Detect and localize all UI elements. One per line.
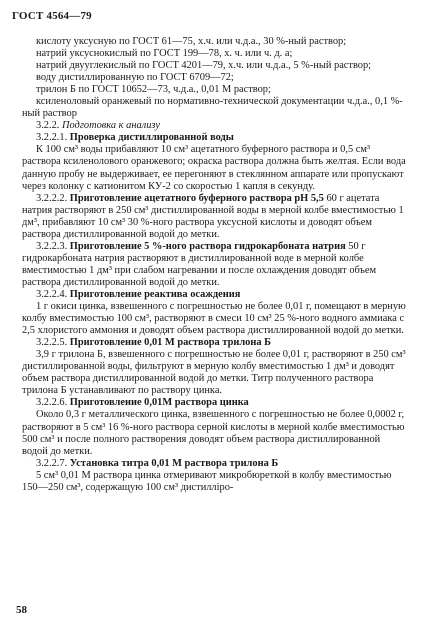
reagent-item: натрий двууглекислый по ГОСТ 4201—79, х.ч. или ч.д.а., 5 %-ный раствор; [36,60,372,72]
reagent-item: натрий уксуснокислый по ГОСТ 199—78, х. ч. или ч. д. а; [36,48,293,60]
section-text [22,241,406,289]
section-text: 5 см³ 0,01 М раствора цинка отмеривают микробюреткой в колбу вместимостью 150—250 см³, содержащую 100 см³ дистилліро- [22,469,392,493]
section-title: Приготовление 5 %-ного раствора гидрокарбоната натрия [69,240,346,252]
section-heading [22,289,406,301]
section-number: 3.2.2.4. [36,288,68,300]
section-number: 3.2.2.6. [36,397,68,409]
section-title: Приготовление ацетатного буферного раствора рН 5,5 [69,192,324,204]
section-text: Около 0,3 г металлического цинка, взвешенного с погрешностью не более 0,0002 г, растворяют в 5 см³ 16 %-ного раствора серной кислоты в мерной колбе вместимостью 500 см³ и после полного растворения доводят объем раствора дистиллированной водой до метки. [22,409,405,457]
section-number: 3.2.2.5. [36,337,68,349]
section-text: 1 г окиси цинка, взвешенного с погрешностью не более 0,01 г, помещают в мерную колбу вместимостью 100 см³, растворяют в смеси 10 см³ 25 %-ного водного аммиака с 2,5 хлористого аммония и доводят объем раствора дистиллированной водой до метки. [22,301,406,337]
section-heading [22,458,406,470]
section-text: К 100 см³ воды прибавляют 10 см³ ацетатного буферного раствора и 0,5 см³ раствора ксиленолового оранжевого; окраска раствора должна быть желтая. Если вода данную пробу не выдерживает, ее перегоняют в стеклянном аппарате или пропускают через колонку с катионитом КУ-2 со скоростью 1 капля в секунду. [22,144,406,192]
standard-header: ГОСТ 4564—79 [12,10,92,22]
section-number: 3.2.2.1. [36,132,68,144]
section-body: 50 г гидрокарбоната натрия растворяют в дистиллированной воде в мерной колбе вместимостью 1 дм³ при слабом нагревании и после охлаждения доводят объем раствора дистиллированной водой до метки. [22,240,377,288]
section-number: 3.2.2.2. [36,192,68,204]
section-heading [22,397,406,409]
section-number: 3.2.2.7. [36,457,68,469]
section-text: 3,9 г трилона Б, взвешенного с погрешностью не более 0,01 г, растворяют в 250 см³ дистиллированной воды, фильтруют в мерную колбу вместимостью 1 дм³ и доводят объем раствора дистиллированной водой до метки. Титр полученного раствора трилона Б устанавливают по раствору цинка. [22,349,406,397]
reagent-item: ксиленоловый оранжевый по нормативно-технической документации ч.д.а., 0,1 %-ный раствор [22,96,403,120]
reagent-item: трилон Б по ГОСТ 10652—73, ч.д.а., 0,01 М раствор; [36,84,271,96]
section-title: Подготовка к анализу [62,120,160,132]
section-title: Приготовление 0,01 М раствора трилона Б [69,337,272,349]
section-title: Приготовление 0,01М раствора цинка [69,397,249,409]
page-number: 58 [16,604,27,616]
reagent-item: воду дистиллированную по ГОСТ 6709—72; [36,72,234,84]
document-body [22,36,406,494]
section-title: Проверка дистиллированной воды [69,132,234,144]
section-body: 60 г ацетата натрия растворяют в 250 см³ дистиллированной воды в мерной колбе вместимостью 1 дм³, прибавляют 10 см³ 30 %-ного раствора уксусной кислоты и доводят объем раствора дистиллированной водой до метки. [22,192,404,240]
section-title: Приготовление реактива осаждения [69,288,241,300]
section-number: 3.2.2. [36,120,60,132]
section-text [22,193,406,241]
section-number: 3.2.2.3. [36,240,68,252]
section-title: Установка титра 0,01 М раствора трилона Б [69,457,279,469]
reagent-item: кислоту уксусную по ГОСТ 61—75, х.ч. или ч.д.а., 30 %-ный раствор; [36,36,347,47]
section-heading [22,337,406,349]
section-heading [22,120,406,132]
section-heading [22,132,406,144]
